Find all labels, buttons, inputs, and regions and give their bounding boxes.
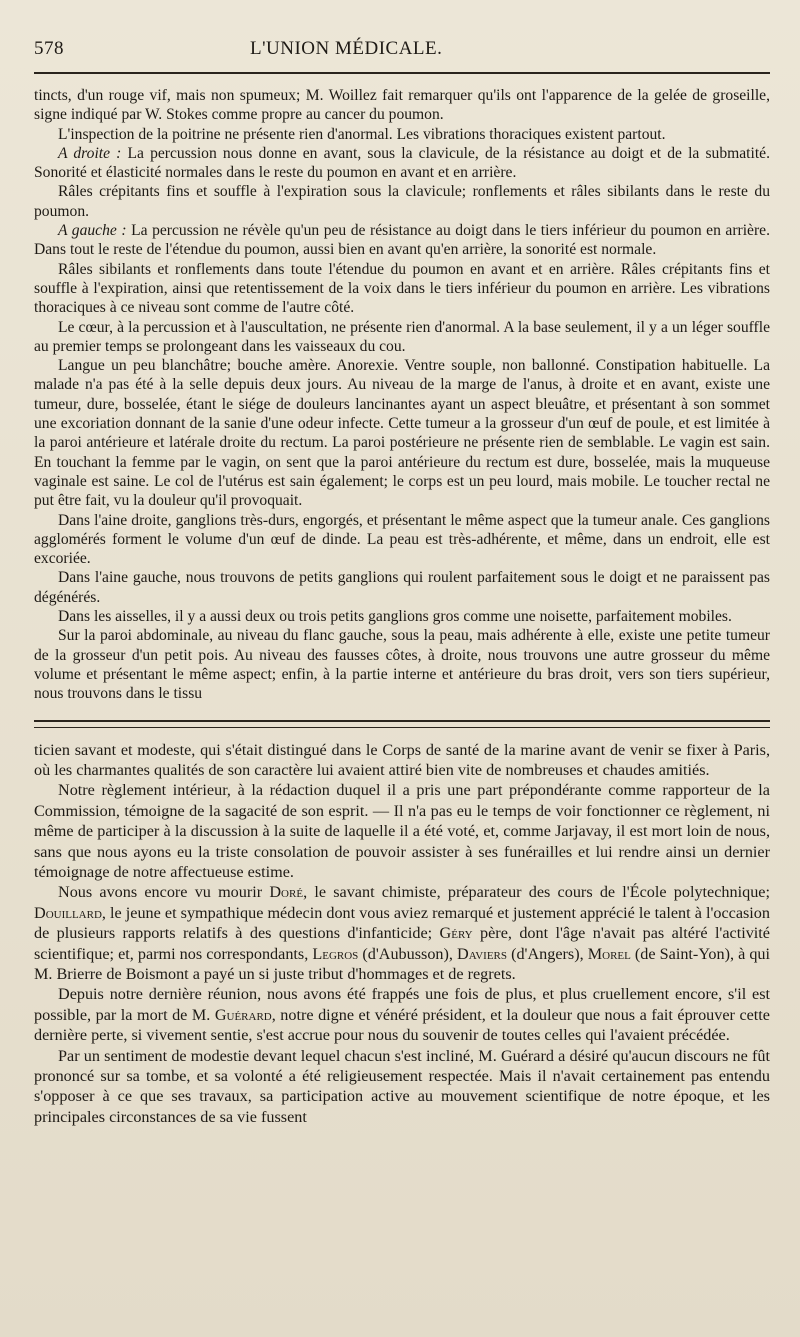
header-rule bbox=[34, 72, 770, 74]
paragraph bbox=[34, 984, 770, 1045]
person-name: Géry bbox=[439, 924, 473, 943]
side-label: A droite : bbox=[58, 144, 122, 162]
page-number: 578 bbox=[34, 38, 64, 59]
paragraph: Dans l'aine droite, ganglions très-durs, engorgés, et présentant le même aspect que la tumeur anale. Ces ganglions agglomérés forment le volume d'un œuf de dinde. La peau est très-adhérente, et même, dans un endroit, elle est excoriée. bbox=[34, 511, 770, 568]
paragraph: L'inspection de la poitrine ne présente rien d'anormal. Les vibrations thoraciques existent partout. bbox=[58, 125, 666, 143]
paragraph: ticien savant et modeste, qui s'était distingué dans le Corps de santé de la marine avant de venir se fixer à Paris, où les charmantes qualités de son caractère lui avaient attiré bien vite de nombreuses et chaudes amitiés. bbox=[34, 740, 770, 779]
text-run: Depuis notre dernière réunion, nous avons été frappés une fois de plus, et plus cruellement encore, s'il est possible, par la mort de M. bbox=[34, 985, 770, 1024]
text-run: (de Saint-Yon), à qui M. Brierre de Boismont a payé un si juste tribut d'hommages et de regrets. bbox=[34, 944, 770, 983]
running-header bbox=[34, 38, 770, 68]
paragraph: Dans les aisselles, il y a aussi deux ou trois petits ganglions gros comme une noisette, parfaitement mobiles. bbox=[58, 608, 732, 626]
paragraph-text: La percussion nous donne en avant, sous la clavicule, de la résistance au doigt et de la submatité. Sonorité et élasticité normales dans le reste du poumon en avant et en arrière. bbox=[34, 144, 770, 182]
person-name: Doré bbox=[269, 883, 304, 902]
text-run: Nous avons encore vu mourir bbox=[58, 883, 270, 902]
paragraph: Le cœur, à la percussion et à l'auscultation, ne présente rien d'anormal. A la base seulement, il y a un léger souffle au premier temps se prolongeant dans les vaisseaux du cou. bbox=[34, 318, 770, 355]
feuilleton-separator bbox=[34, 720, 770, 728]
person-name: Douillard bbox=[34, 903, 102, 922]
person-name: Morel bbox=[587, 944, 631, 963]
paragraph: Langue un peu blanchâtre; bouche amère. Anorexie. Ventre souple, non ballonné. Constipation habituelle. La malade n'a pas été à la selle depuis deux jours. Au niveau de la marge de l'anus, à droite et en avant, existe une tumeur, dure, bosselée, étant le siége de douleurs lancinantes ayant un aspect bleuâtre, et présentant à son sommet une excoriation donnant de la sanie d'une odeur infecte. Cette tumeur a la grosseur d'un œuf de poule, et est limitée à la paroi antérieure et latérale droite du rectum. La paroi postérieure ne présente rien de semblable. Le vagin est sain. En touchant la femme par le vagin, on sent que la paroi antérieure du rectum est dure, bosselée, mais la muqueuse vaginale est saine. Le col de l'utérus est sain également; le corps est un peu lourd, mais mobile. Le toucher rectal ne put être fait, vu la douleur qu'il provoquait. bbox=[34, 357, 770, 510]
paragraph bbox=[34, 144, 770, 183]
text-run: père, dont l'âge n'avait pas altéré l'activité scientifique; et, parmi nos correspondants, bbox=[34, 924, 770, 963]
paragraph bbox=[34, 882, 770, 984]
paragraph: Râles sibilants et ronflements dans toute l'étendue du poumon en avant et en arrière. Râles crépitants fins et souffle à l'expiration, ainsi que retentissement de la voix dans le tiers inférieur du poumon en arrière. Les vibrations thoraciques à ce niveau sont comme de l'autre côté. bbox=[34, 260, 770, 317]
person-name: Guérard bbox=[214, 1005, 272, 1024]
running-title: L'UNION MÉDICALE. bbox=[250, 38, 443, 59]
paragraph: Notre règlement intérieur, à la rédaction duquel il a pris une part prépondérante comme rapporteur de la Commission, témoigne de la sagacité de son esprit. — Il n'a pas eu le temps de voir fonctionner ce règlement, ni même de participer à la discussion à la suite de laquelle il a été voté, et, comme Jarjavay, il est mort loin de nous, sans que nous ayons eu la triste consolation de pouvoir assister à ses funérailles et lui rendre ainsi un dernier témoignage de notre affectueuse estime. bbox=[34, 781, 770, 881]
side-label: A gauche : bbox=[58, 222, 127, 240]
text-run: , le savant chimiste, préparateur des cours de l'École polytechnique; bbox=[303, 883, 770, 902]
text-run: (d'Aubusson), bbox=[358, 944, 458, 963]
paragraph bbox=[34, 221, 770, 260]
paragraph: Par un sentiment de modestie devant lequel chacun s'est incliné, M. Guérard a désiré qu'aucun discours ne fût prononcé sur sa tombe, et sa volonté a été religieusement respectée. Mais il n'avait certainement pas entendu s'opposer à ce que ses travaux, sa participation active au mouvement scientifique de notre époque, et les principales circonstances de sa vie fussent bbox=[34, 1046, 770, 1126]
text-run: , notre digne et vénéré président, et la douleur que nous a fait éprouver cette dernière perte, si vivement sentie, s'est accrue pour nous du souvenir de toutes celles qui l'avaient précédée. bbox=[34, 1005, 770, 1045]
feuilleton-body bbox=[34, 740, 770, 1128]
paragraph-text: La percussion ne révèle qu'un peu de résistance au doigt dans le tiers inférieur du poumon en arrière. Dans tout le reste de l'étendue du poumon, aussi bien en avant qu'en arrière, la sonorité est normale. bbox=[34, 222, 770, 259]
paragraph: Râles crépitants fins et souffle à l'expiration sous la clavicule; ronflements et râles sibilants dans le reste du poumon. bbox=[34, 183, 770, 220]
article-body bbox=[34, 86, 770, 704]
person-name: Legros bbox=[312, 944, 359, 963]
text-run: , le jeune et sympathique médecin dont vous aviez remarqué et justement apprécié le talent à l'occasion de plusieurs rapports relatifs à des questions d'infanticide; bbox=[34, 903, 770, 943]
paragraph: Sur la paroi abdominale, au niveau du flanc gauche, sous la peau, mais adhérente à elle, existe une petite tumeur de la grosseur d'un petit pois. Au niveau des fausses côtes, à droite, nous trouvons une autre grosseur du même volume et présentant le même aspect; enfin, à la partie interne et antérieure du bras droit, vers son tiers supérieur, nous trouvons dans le tissu bbox=[34, 627, 770, 703]
paragraph: tincts, d'un rouge vif, mais non spumeux; M. Woillez fait remarquer qu'ils ont l'apparence de la gelée de groseille, signe indiqué par W. Stokes comme propre au cancer du poumon. bbox=[34, 87, 770, 124]
text-run: (d'Angers), bbox=[507, 944, 588, 963]
paragraph: Dans l'aine gauche, nous trouvons de petits ganglions qui roulent parfaitement sous le doigt et ne paraissent pas dégénérés. bbox=[34, 569, 770, 606]
person-name: Daviers bbox=[457, 944, 508, 963]
